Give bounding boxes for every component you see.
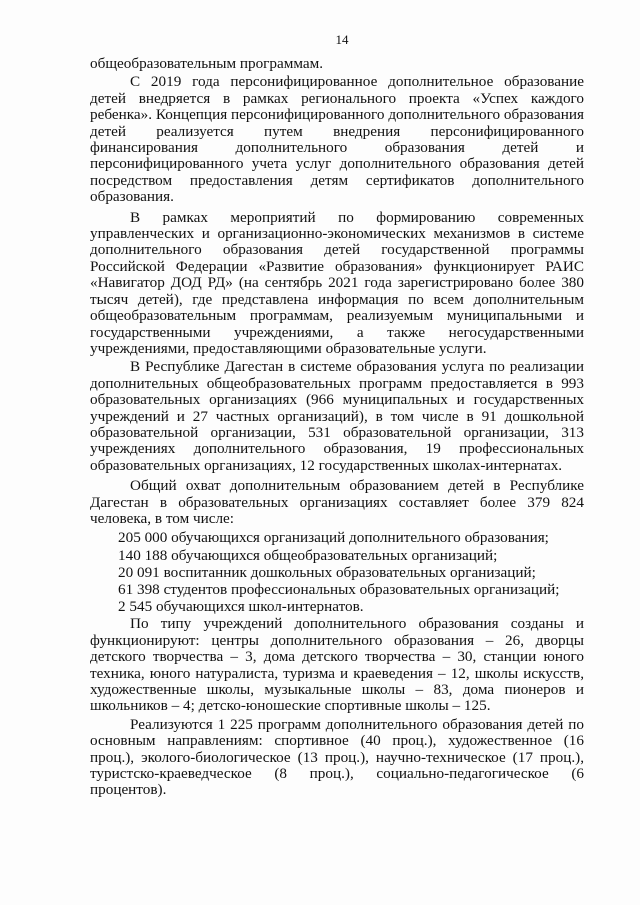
paragraph-continuation: общеобразовательным программам.	[90, 55, 324, 72]
paragraph-personalized-education: С 2019 года персонифицированное дополнительное образование детей внедряется в рамках регионального проекта «Успех каждого ребенка». Концепция персонифицированного дополнительного образования детей реализуется путем внедрения персонифицированного финансирования дополнительного образования детей и персонифицированного учета услуг дополнительного образования детей посредством предоставления детям сертификатов дополнительного образования.	[90, 73, 584, 206]
list-item: 61 398 студентов профессиональных образовательных организаций;	[118, 580, 560, 598]
paragraph-institution-types: По типу учреждений дополнительного образования созданы и функционируют: центры дополнительного образования – 26, дворцы детского творчества – 3, дома детского творчества – 30, станции юного техника, юного натуралиста, туризма и краеведения – 12, школы искусств, художественные школы, музыкальные школы – 83, дома пионеров и школьников – 4; детско-юношеские спортивные школы – 125.	[90, 615, 584, 715]
paragraph-organizations-count: В Республике Дагестан в системе образования услуга по реализации дополнительных общеобразовательных программ предоставляется в 993 образовательных организациях (966 муниципальных и государственных учреждений и 27 частных организаций), в том числе в 91 дошкольной образовательной организации, 531 образовательной организации, 313 учреждениях дополнительного образования, 19 профессиональных образовательных организациях, 12 государственных школах-интернатах.	[90, 358, 584, 474]
page-number: 14	[335, 32, 349, 47]
coverage-list	[90, 529, 584, 615]
paragraph-total-coverage: Общий охват дополнительным образованием детей в Республике Дагестан в образовательных организациях составляет более 379 824 человека, в том числе:	[90, 477, 584, 527]
paragraph-programs-directions: Реализуются 1 225 программ дополнительного образования детей по основным направлениям: спортивное (40 проц.), художественное (16 проц.), эколого-биологическое (13 проц.), научно-техническое (17 проц.), туристско-краеведческое (8 проц.), социально-педагогическое (6 процентов).	[90, 715, 584, 799]
list-item: 205 000 обучающихся организаций дополнительного образования;	[118, 529, 549, 547]
list-item: 2 545 обучающихся школ-интернатов.	[118, 598, 364, 616]
list-item: 140 188 обучающихся общеобразовательных организаций;	[118, 546, 498, 564]
paragraph-navigator-system: В рамках мероприятий по формированию современных управленческих и организационно-экономических механизмов в системе дополнительного образования детей государственной программы Российской Федерации «Развитие образования» функционирует РАИС «Навигатор ДОД РД» (на сентябрь 2021 года зарегистрировано более 380 тысяч детей), где представлена информация по всем дополнительным общеобразовательным программам, реализуемым муниципальными и государственными учреждениями, а также негосударственными учреждениями, предоставляющими образовательные услуги.	[90, 208, 584, 357]
list-item: 20 091 воспитанник дошкольных образовательных организаций;	[118, 563, 536, 581]
